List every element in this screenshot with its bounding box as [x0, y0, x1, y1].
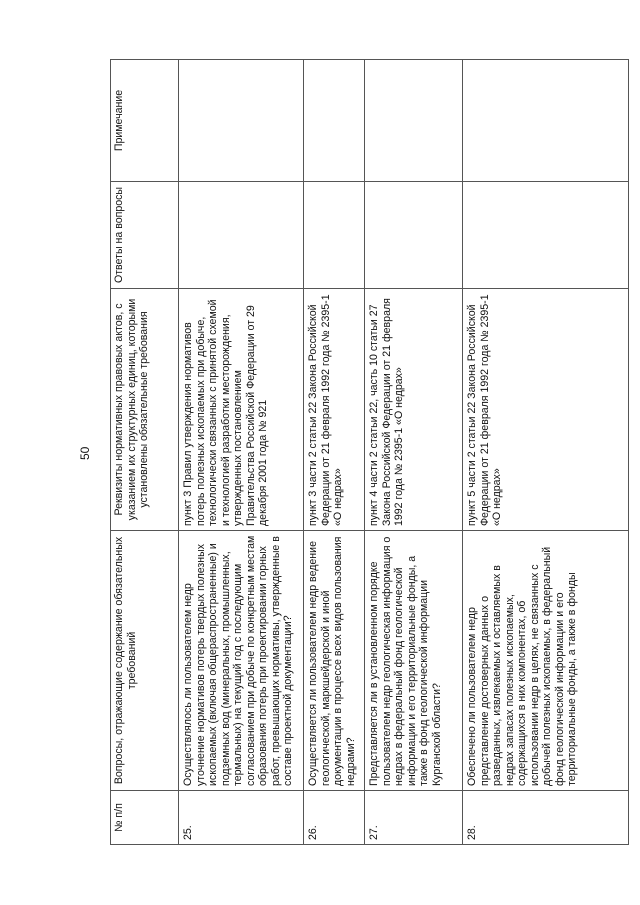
row-note	[179, 60, 304, 182]
row-requisites: пункт 4 части 2 статьи 22, часть 10 статьи 27 Закона Российской Федерации от 21 февраля 1992 года № 2395-1 «О недрах»	[365, 289, 463, 531]
requirements-table	[110, 59, 629, 845]
row-number: 25.	[179, 791, 304, 845]
row-note	[463, 60, 629, 182]
header-requisites: Реквизиты нормативных правовых актов, с указанием их структурных единиц, которыми установлены обязательные требования	[111, 289, 179, 531]
row-requisites: пункт 3 Правил утверждения нормативов потерь полезных ископаемых при добыче, технологически связанных с принятой схемой и технологией разработки месторождения, утвержденных постановлением Правительства Российской Федерации от 29 декабря 2001 года № 921	[179, 289, 304, 531]
header-note: Примечание	[111, 60, 179, 182]
page-number: 50	[78, 446, 92, 460]
row-note	[304, 60, 365, 182]
row-answer	[179, 182, 304, 289]
table-row	[179, 60, 304, 845]
row-number: 28.	[463, 791, 629, 845]
table-row	[463, 60, 629, 845]
row-requisites: пункт 5 части 2 статьи 22 Закона Российской Федерации от 21 февраля 1992 года № 2395-1 «О недрах»	[463, 289, 629, 531]
header-questions: Вопросы, отражающие содержание обязательных требований	[111, 531, 179, 791]
row-question: Осуществляется ли пользователем недр ведение геологической, маркшейдерской и иной документации в процессе всех видов пользования недрами?	[304, 531, 365, 791]
table-row	[365, 60, 463, 845]
row-number: 27.	[365, 791, 463, 845]
row-answer	[304, 182, 365, 289]
rotated-page-content	[110, 60, 622, 845]
header-number: № п/п	[111, 791, 179, 845]
row-question: Представляется ли в установленном порядке пользователем недр геологическая информация о недрах в федеральный фонд геологической информации и его территориальные фонды, а также в фонд геологической информации Курганской области?	[365, 531, 463, 791]
row-answer	[365, 182, 463, 289]
header-answers: Ответы на вопросы	[111, 182, 179, 289]
row-answer	[463, 182, 629, 289]
row-question: Осуществлялось ли пользователем недр уточнение нормативов потерь твердых полезных ископаемых (включая общераспространенные) и подземных вод (минеральных, промышленных, термальных) на текущий год с последующим согласованием при добыче по конкретным местам образования потерь при проектировании горных работ, превышающих нормативы, утвержденные в составе проектной документации?	[179, 531, 304, 791]
row-requisites: пункт 3 части 2 статьи 22 Закона Российской Федерации от 21 февраля 1992 года № 2395-1 «О недрах»	[304, 289, 365, 531]
table-row	[304, 60, 365, 845]
row-number: 26.	[304, 791, 365, 845]
row-question: Обеспечено ли пользователем недр представление достоверных данных о разведанных, извлекаемых и оставляемых в недрах запасах полезных ископаемых, содержащихся в них компонентах, об использовании недр в целях, не связанных с добычей полезных ископаемых, в федеральный фонд геологической информации и его территориальные фонды, а также в фонды	[463, 531, 629, 791]
table-header-row	[111, 60, 179, 845]
row-note	[365, 60, 463, 182]
